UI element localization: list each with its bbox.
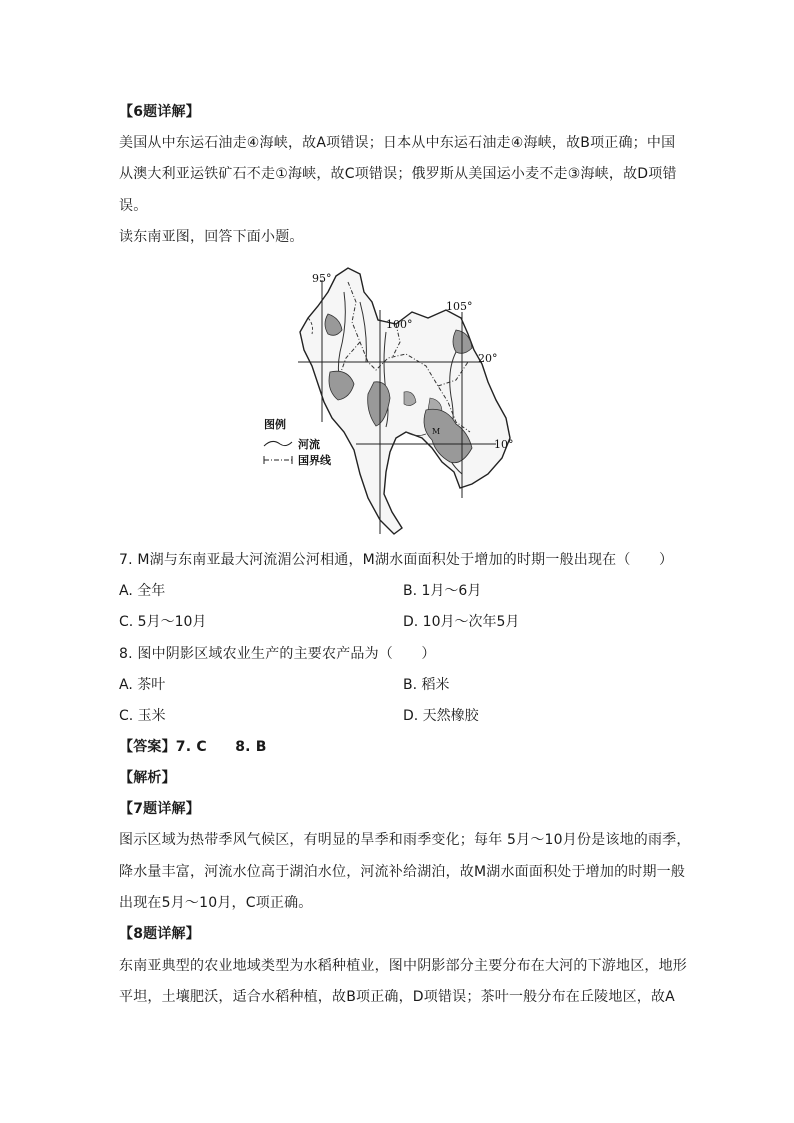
label-lake-m: M xyxy=(432,427,441,436)
section-8-line-2: 平坦，土壤肥沃，适合水稻种植，故B项正确，D项错误；茶叶一般分布在丘陵地区，故A xyxy=(119,989,675,1005)
legend-border: 国界线 xyxy=(298,454,331,467)
section-8-line-1: 东南亚典型的农业地域类型为水稻种植业，图中阴影部分主要分布在大河的下游地区，地形 xyxy=(119,958,687,974)
section-7-line-3: 出现在5月～10月，C项正确。 xyxy=(119,895,313,911)
label-95: 95° xyxy=(312,272,332,285)
analysis-heading: 【解析】 xyxy=(119,770,176,786)
section-6-line-3: 误。 xyxy=(119,198,148,214)
label-100: 100° xyxy=(386,318,413,331)
q7-option-d: D. 10月～次年5月 xyxy=(403,614,520,630)
answer-line: 【答案】7. C 8. B xyxy=(119,739,267,755)
southeast-asia-map xyxy=(256,262,532,538)
section-6-line-2: 从澳大利亚运铁矿石不走①海峡，故C项错误；俄罗斯从美国运小麦不走③海峡，故D项错 xyxy=(119,166,677,182)
label-10: 10° xyxy=(494,438,514,451)
section-7-heading: 【7题详解】 xyxy=(119,801,200,817)
label-20: 20° xyxy=(478,352,498,365)
section-8-heading: 【8题详解】 xyxy=(119,926,200,942)
legend-river: 河流 xyxy=(298,438,320,451)
q7-option-b: B. 1月～6月 xyxy=(403,583,482,599)
question-7-stem: 7. M湖与东南亚最大河流湄公河相通，M湖水面面积处于增加的时期一般出现在（ ） xyxy=(119,552,674,568)
intro-text: 读东南亚图，回答下面小题。 xyxy=(119,229,304,245)
section-6-line-1: 美国从中东运石油走④海峡，故A项错误；日本从中东运石油走④海峡，故B项正确；中国 xyxy=(119,135,676,151)
question-8-stem: 8. 图中阴影区域农业生产的主要农产品为（ ） xyxy=(119,646,436,662)
q8-option-c: C. 玉米 xyxy=(119,708,166,724)
q7-option-a: A. 全年 xyxy=(119,583,166,599)
section-7-line-2: 降水量丰富，河流水位高于湖泊水位，河流补给湖泊，故M湖水面面积处于增加的时期一般 xyxy=(119,864,686,880)
q7-option-c: C. 5月～10月 xyxy=(119,614,207,630)
section-7-line-1: 图示区域为热带季风气候区，有明显的旱季和雨季变化；每年 5月～10月份是该地的雨季， xyxy=(119,832,691,848)
q8-option-a: A. 茶叶 xyxy=(119,677,166,693)
section-6-heading: 【6题详解】 xyxy=(119,104,200,120)
q8-option-b: B. 稻米 xyxy=(403,677,450,693)
legend-title: 图例 xyxy=(264,418,286,431)
label-105: 105° xyxy=(446,300,473,313)
q8-option-d: D. 天然橡胶 xyxy=(403,708,479,724)
